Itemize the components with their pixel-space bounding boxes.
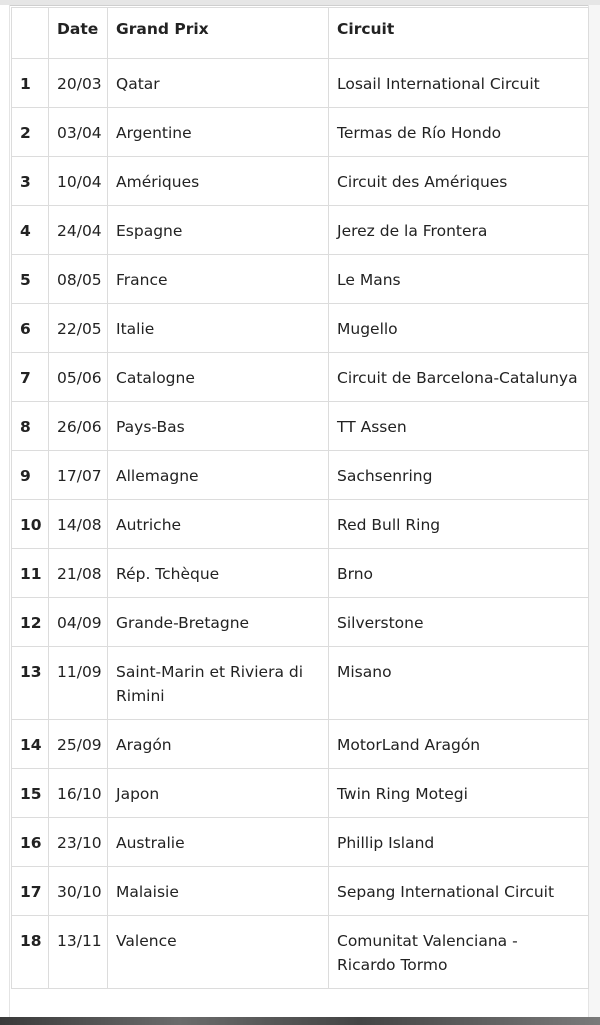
race-date: 25/09 bbox=[49, 720, 108, 769]
table-row bbox=[12, 549, 589, 598]
round-number: 4 bbox=[12, 206, 49, 255]
grand-prix-name: Argentine bbox=[108, 108, 329, 157]
race-date: 08/05 bbox=[49, 255, 108, 304]
table-row bbox=[12, 647, 589, 720]
table-row bbox=[12, 598, 589, 647]
table-header-row bbox=[12, 8, 589, 59]
round-number: 8 bbox=[12, 402, 49, 451]
table-row bbox=[12, 353, 589, 402]
table-row bbox=[12, 769, 589, 818]
race-date: 22/05 bbox=[49, 304, 108, 353]
grand-prix-name: France bbox=[108, 255, 329, 304]
window-bottom-edge bbox=[0, 1017, 600, 1025]
round-number: 13 bbox=[12, 647, 49, 720]
race-date: 04/09 bbox=[49, 598, 108, 647]
table-row bbox=[12, 157, 589, 206]
table-row bbox=[12, 720, 589, 769]
round-number: 10 bbox=[12, 500, 49, 549]
round-number: 16 bbox=[12, 818, 49, 867]
table-row bbox=[12, 59, 589, 108]
window-top-edge bbox=[0, 0, 600, 6]
race-calendar-table bbox=[11, 7, 589, 989]
round-number: 5 bbox=[12, 255, 49, 304]
grand-prix-name: Valence bbox=[108, 916, 329, 989]
table-row bbox=[12, 255, 589, 304]
grand-prix-name: Amériques bbox=[108, 157, 329, 206]
round-number: 2 bbox=[12, 108, 49, 157]
race-date: 17/07 bbox=[49, 451, 108, 500]
round-number: 9 bbox=[12, 451, 49, 500]
table-row bbox=[12, 108, 589, 157]
grand-prix-name: Grande-Bretagne bbox=[108, 598, 329, 647]
round-number: 7 bbox=[12, 353, 49, 402]
table-row bbox=[12, 916, 589, 989]
circuit-name: Sachsenring bbox=[329, 451, 589, 500]
table-row bbox=[12, 818, 589, 867]
circuit-name: Red Bull Ring bbox=[329, 500, 589, 549]
grand-prix-name: Aragón bbox=[108, 720, 329, 769]
table-row bbox=[12, 500, 589, 549]
circuit-name: Twin Ring Motegi bbox=[329, 769, 589, 818]
grand-prix-name: Saint-Marin et Riviera di Rimini bbox=[108, 647, 329, 720]
race-date: 11/09 bbox=[49, 647, 108, 720]
grand-prix-name: Qatar bbox=[108, 59, 329, 108]
circuit-name: Silverstone bbox=[329, 598, 589, 647]
table-row bbox=[12, 206, 589, 255]
round-number: 1 bbox=[12, 59, 49, 108]
header-circuit: Circuit bbox=[329, 8, 589, 59]
round-number: 17 bbox=[12, 867, 49, 916]
grand-prix-name: Autriche bbox=[108, 500, 329, 549]
circuit-name: Termas de Río Hondo bbox=[329, 108, 589, 157]
grand-prix-name: Catalogne bbox=[108, 353, 329, 402]
race-date: 16/10 bbox=[49, 769, 108, 818]
round-number: 15 bbox=[12, 769, 49, 818]
race-date: 05/06 bbox=[49, 353, 108, 402]
circuit-name: Misano bbox=[329, 647, 589, 720]
circuit-name: MotorLand Aragón bbox=[329, 720, 589, 769]
header-grand-prix: Grand Prix bbox=[108, 8, 329, 59]
circuit-name: Phillip Island bbox=[329, 818, 589, 867]
race-date: 23/10 bbox=[49, 818, 108, 867]
grand-prix-name: Australie bbox=[108, 818, 329, 867]
header-date: Date bbox=[49, 8, 108, 59]
table-row bbox=[12, 867, 589, 916]
table-row bbox=[12, 451, 589, 500]
page-right-gutter bbox=[588, 5, 600, 1017]
circuit-name: Mugello bbox=[329, 304, 589, 353]
grand-prix-name: Rép. Tchèque bbox=[108, 549, 329, 598]
circuit-name: Brno bbox=[329, 549, 589, 598]
table-body bbox=[12, 59, 589, 989]
grand-prix-name: Allemagne bbox=[108, 451, 329, 500]
round-number: 11 bbox=[12, 549, 49, 598]
race-date: 13/11 bbox=[49, 916, 108, 989]
race-date: 30/10 bbox=[49, 867, 108, 916]
header-number bbox=[12, 8, 49, 59]
race-date: 20/03 bbox=[49, 59, 108, 108]
race-date: 24/04 bbox=[49, 206, 108, 255]
circuit-name: Losail International Circuit bbox=[329, 59, 589, 108]
circuit-name: Le Mans bbox=[329, 255, 589, 304]
race-date: 10/04 bbox=[49, 157, 108, 206]
race-date: 14/08 bbox=[49, 500, 108, 549]
race-date: 26/06 bbox=[49, 402, 108, 451]
grand-prix-name: Malaisie bbox=[108, 867, 329, 916]
round-number: 14 bbox=[12, 720, 49, 769]
grand-prix-name: Pays-Bas bbox=[108, 402, 329, 451]
table-row bbox=[12, 304, 589, 353]
grand-prix-name: Italie bbox=[108, 304, 329, 353]
round-number: 6 bbox=[12, 304, 49, 353]
circuit-name: Jerez de la Frontera bbox=[329, 206, 589, 255]
circuit-name: TT Assen bbox=[329, 402, 589, 451]
circuit-name: Circuit des Amériques bbox=[329, 157, 589, 206]
race-date: 03/04 bbox=[49, 108, 108, 157]
round-number: 18 bbox=[12, 916, 49, 989]
grand-prix-name: Espagne bbox=[108, 206, 329, 255]
circuit-name: Sepang International Circuit bbox=[329, 867, 589, 916]
round-number: 3 bbox=[12, 157, 49, 206]
round-number: 12 bbox=[12, 598, 49, 647]
grand-prix-name: Japon bbox=[108, 769, 329, 818]
circuit-name: Comunitat Valenciana - Ricardo Tormo bbox=[329, 916, 589, 989]
race-date: 21/08 bbox=[49, 549, 108, 598]
circuit-name: Circuit de Barcelona-Catalunya bbox=[329, 353, 589, 402]
table-row bbox=[12, 402, 589, 451]
page-left-gutter bbox=[0, 5, 10, 1017]
